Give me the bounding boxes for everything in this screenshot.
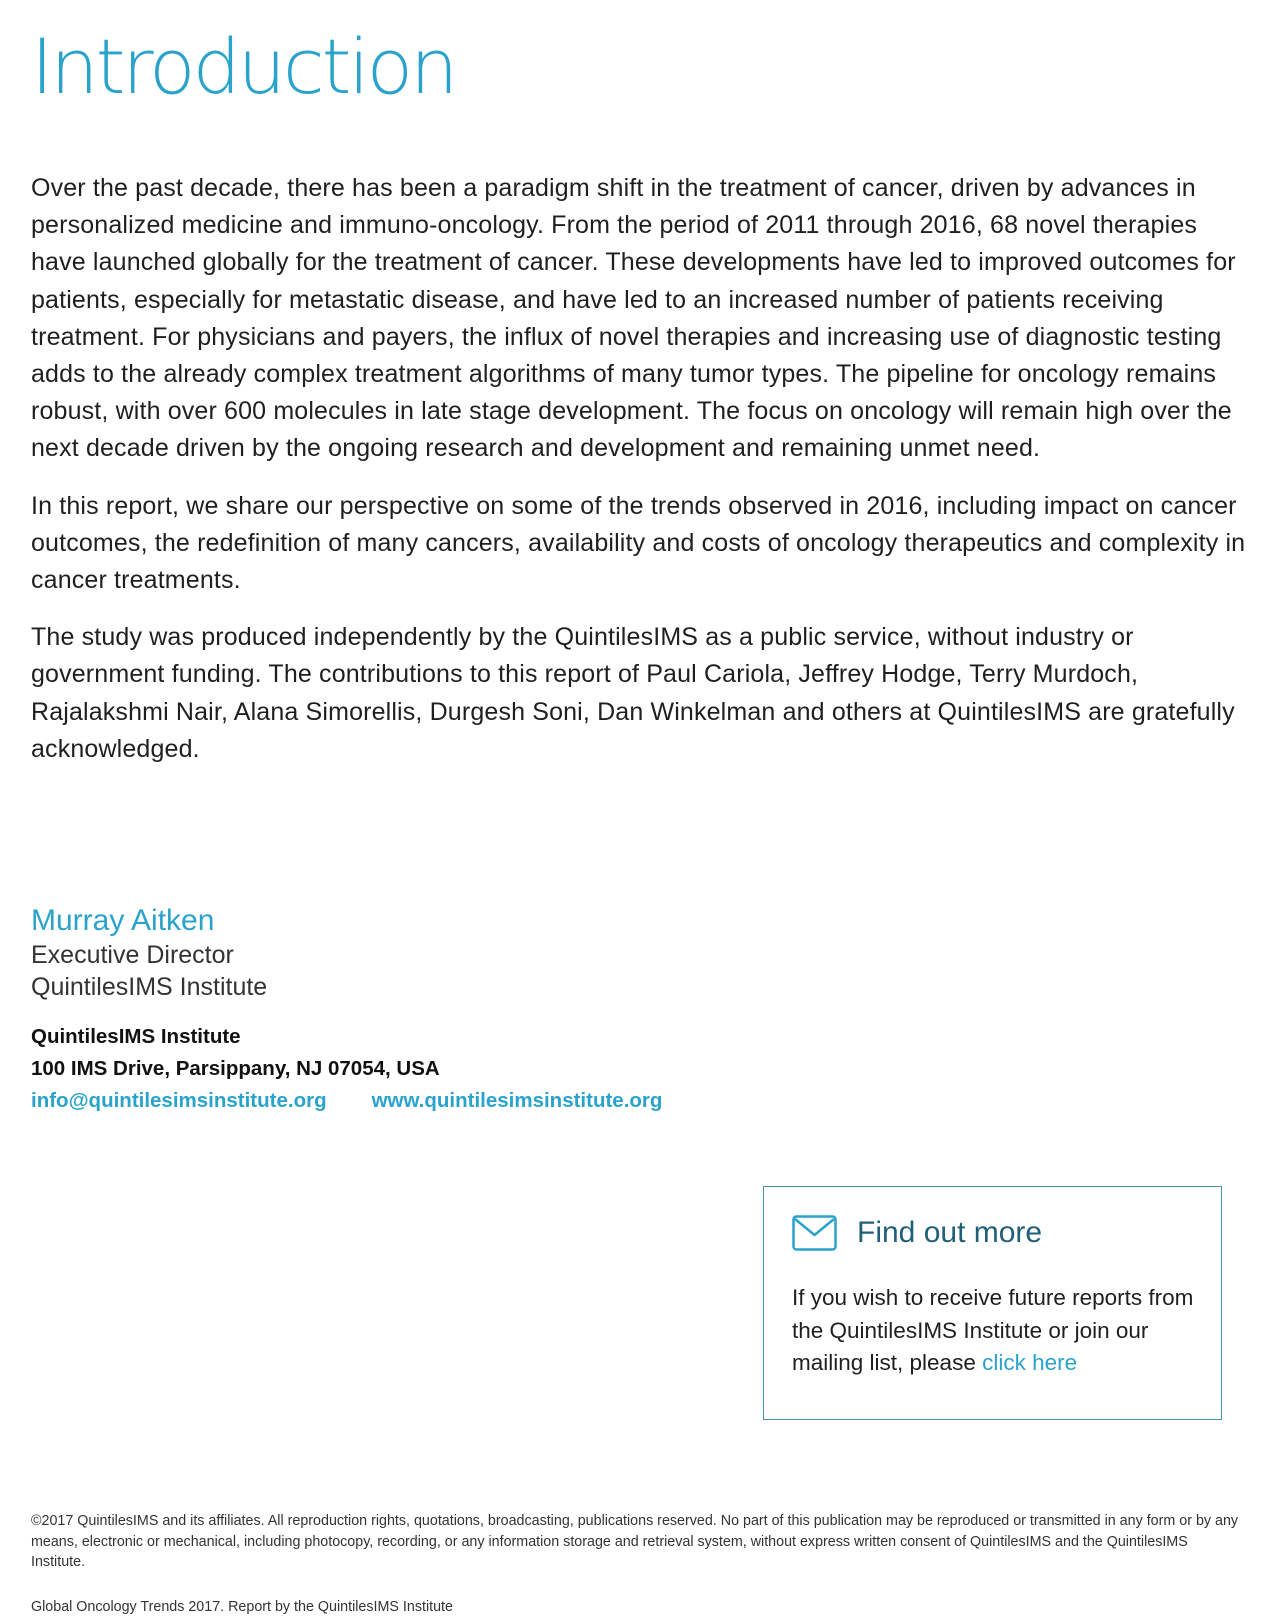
- find-out-more-title: Find out more: [857, 1216, 1043, 1249]
- contact-links: [31, 1085, 662, 1117]
- find-out-more-header: [792, 1215, 1042, 1251]
- email-link[interactable]: info@quintilesimsinstitute.org: [31, 1089, 327, 1112]
- find-out-more-box: [763, 1186, 1222, 1420]
- signature-block: [31, 903, 267, 1003]
- website-link[interactable]: www.quintilesimsinstitute.org: [371, 1089, 663, 1112]
- intro-paragraph-1: Over the past decade, there has been a paradigm shift in the treatment of cancer, driven by advances in personalized medicine and immuno-oncology. From the period of 2011 through 2016, 68 novel therapies have launched globally for the treatment of cancer. These developments have led to improved outcomes for patients, especially for metastatic disease, and have led to an increased number of patients receiving treatment. For physicians and payers, the influx of novel therapies and increasing use of diagnostic testing adds to the already complex treatment algorithms of many tumor types. The pipeline for oncology remains robust, with over 600 molecules in late stage development. The focus on oncology will remain high over the next decade driven by the ongoing research and development and remaining unmet need.: [31, 174, 1236, 463]
- envelope-icon: [792, 1215, 837, 1251]
- institute-address: 100 IMS Drive, Parsippany, NJ 07054, USA: [31, 1057, 440, 1080]
- intro-body: [31, 170, 1256, 788]
- find-out-more-text: [792, 1282, 1212, 1380]
- signatory-role: Executive Director: [31, 941, 234, 969]
- page-title: Introduction: [31, 22, 456, 111]
- signatory-name: Murray Aitken: [31, 904, 215, 937]
- page-footer: Global Oncology Trends 2017. Report by the QuintilesIMS Institute: [31, 1599, 453, 1615]
- click-here-link[interactable]: click here: [982, 1350, 1078, 1375]
- copyright-notice: ©2017 QuintilesIMS and its affiliates. All reproduction rights, quotations, broadcasting, publications reserved. No part of this publication may be reproduced or transmitted in any form or by any means, electronic or mechanical, including photocopy, recording, or any information storage and retrieval system, without express written consent of QuintilesIMS and the QuintilesIMS Institute.: [31, 1513, 1239, 1570]
- intro-paragraph-2: In this report, we share our perspective on some of the trends observed in 2016, including impact on cancer outcomes, the redefinition of many cancers, availability and costs of oncology therapeutics and complexity in cancer treatments.: [31, 491, 1246, 595]
- institute-name: QuintilesIMS Institute: [31, 1025, 241, 1048]
- signatory-organization: QuintilesIMS Institute: [31, 973, 268, 1001]
- intro-paragraph-3: The study was produced independently by the QuintilesIMS as a public service, without industry or government funding. The contributions to this report of Paul Cariola, Jeffrey Hodge, Terry Murdoch, Rajalakshmi Nair, Alana Simorellis, Durgesh Soni, Dan Winkelman and others at QuintilesIMS are gratefully acknowledged.: [31, 623, 1235, 763]
- find-out-more-description: If you wish to receive future reports from the QuintilesIMS Institute or join our mailing list, please: [792, 1285, 1194, 1375]
- contact-block: [31, 1021, 662, 1117]
